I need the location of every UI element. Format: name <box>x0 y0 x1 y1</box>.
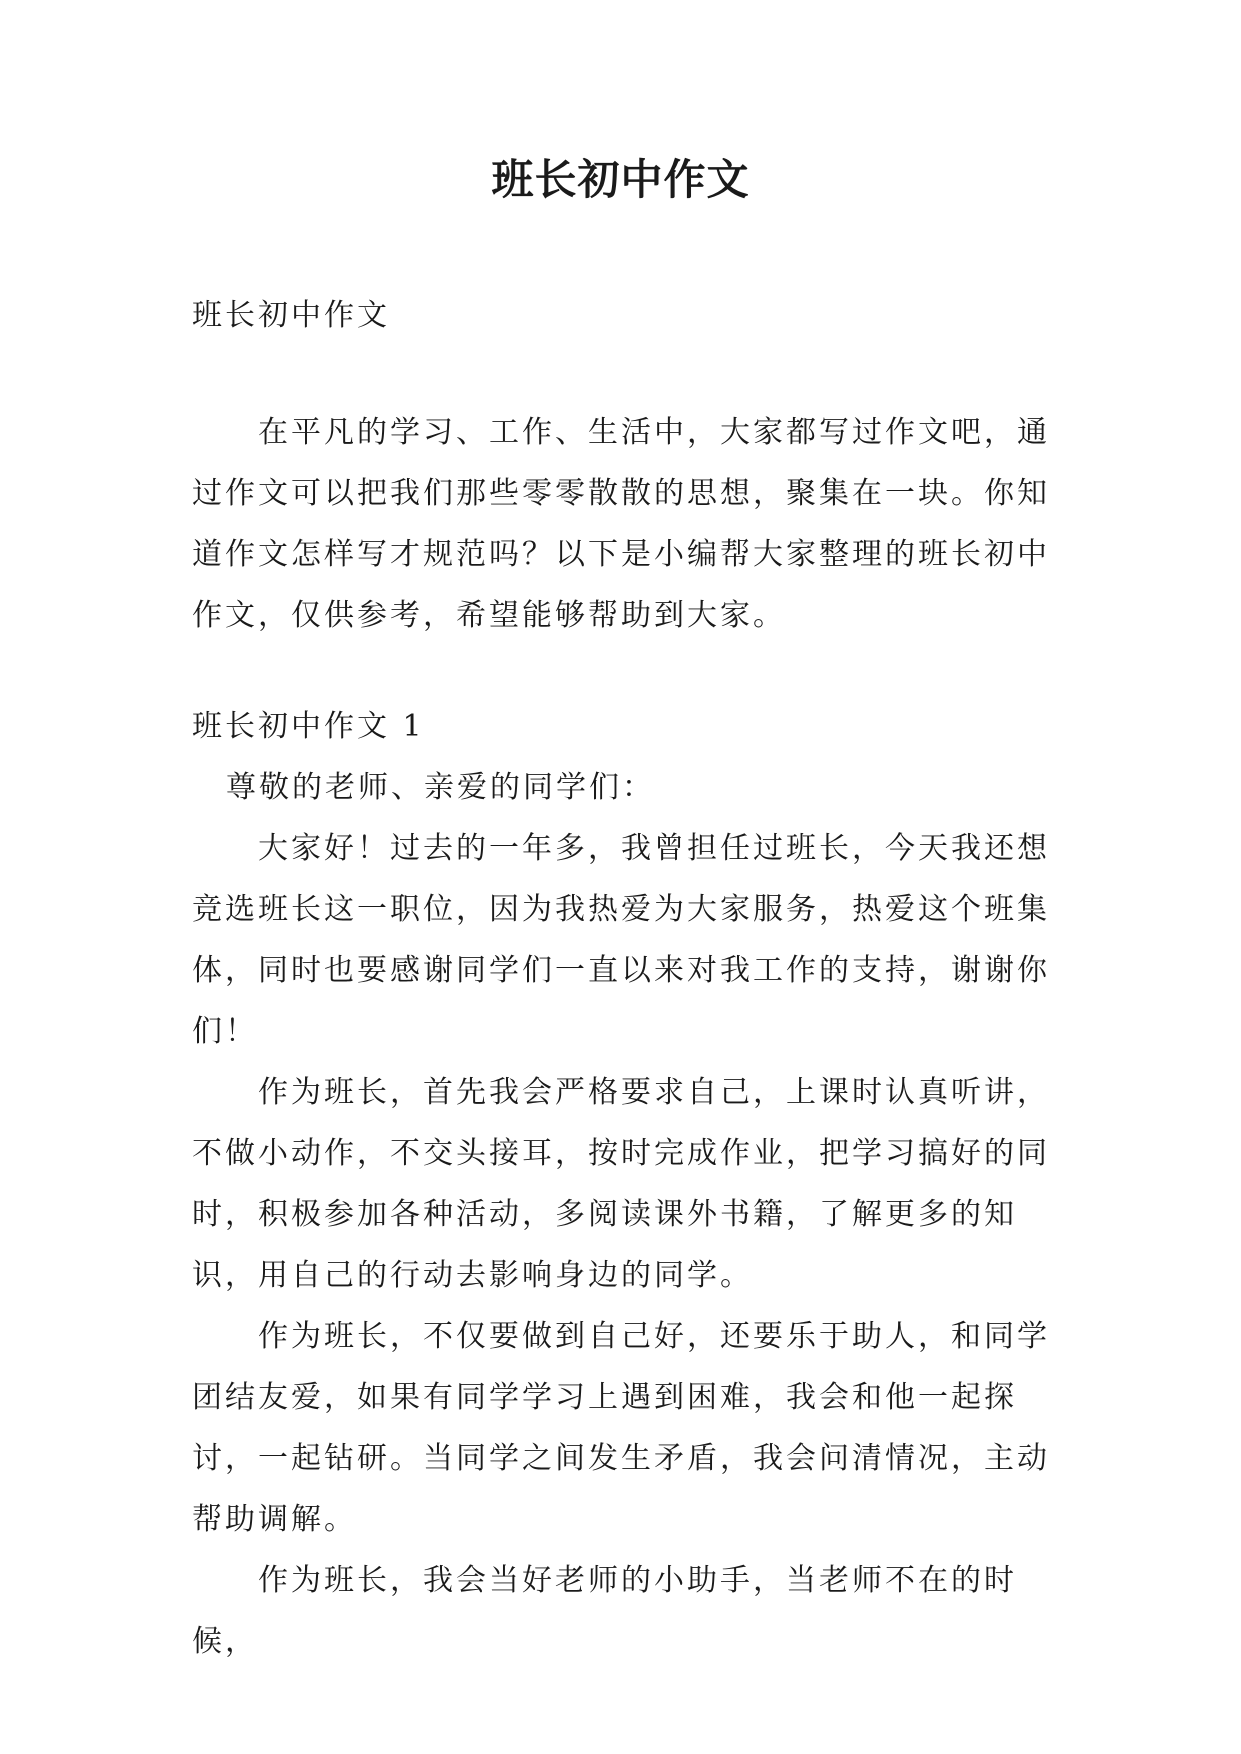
paragraph-1: 大家好！过去的一年多，我曾担任过班长，今天我还想竞选班长这一职位，因为我热爱为大家服务，热爱这个班集体，同时也要感谢同学们一直以来对我工作的支持，谢谢你们！ <box>192 831 1050 1049</box>
salutation: 尊敬的老师、亲爱的同学们： <box>226 770 655 805</box>
paragraph-3: 作为班长，不仅要做到自己好，还要乐于助人，和同学团结友爱，如果有同学学习上遇到困难，我会和他一起探讨，一起钻研。当同学之间发生矛盾，我会问清情况，主动帮助调解。 <box>192 1319 1050 1537</box>
paragraph-2: 作为班长，首先我会严格要求自己，上课时认真听讲，不做小动作，不交头接耳，按时完成作业，把学习搞好的同时，积极参加各种活动，多阅读课外书籍，了解更多的知识，用自己的行动去影响身边的同学。 <box>192 1075 1050 1293</box>
document-subtitle: 班长初中作文 <box>192 298 390 333</box>
intro-paragraph: 在平凡的学习、工作、生活中，大家都写过作文吧，通过作文可以把我们那些零零散散的思想，聚集在一块。你知道作文怎样写才规范吗？以下是小编帮大家整理的班长初中作文，仅供参考，希望能够帮助到大家。 <box>192 415 1050 633</box>
page-title: 班长初中作文 <box>491 155 750 204</box>
section-heading: 班长初中作文 1 <box>192 709 425 744</box>
paragraph-4: 作为班长，我会当好老师的小助手，当老师不在的时候， <box>192 1563 1017 1659</box>
